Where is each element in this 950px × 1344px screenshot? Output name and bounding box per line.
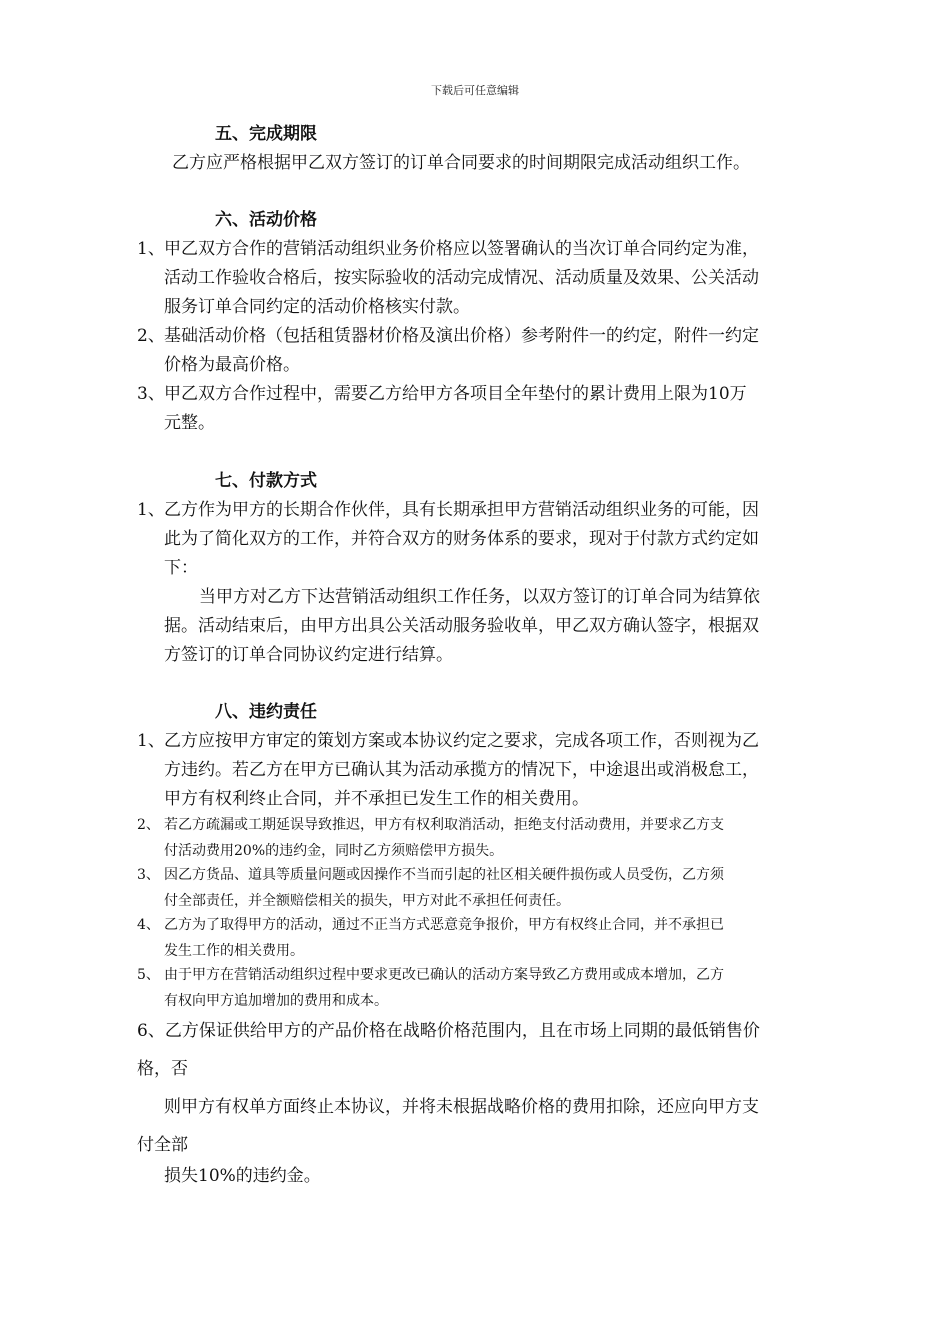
s8-item-1-line-2: 方违约。若乙方在甲方已确认其为活动承揽方的情况下，中途退出或消极怠工， [164, 760, 759, 780]
s8-item-2: 2、 若乙方疏漏或工期延误导致推迟，甲方有权利取消活动，拒绝支付活动费用，并要求乙方支 [137, 812, 724, 838]
s7-item-1: 1、乙方作为甲方的长期合作伙伴，具有长期承担甲方营销活动组织业务的可能，因 [137, 497, 759, 523]
s8-item-5: 5、 由于甲方在营销活动组织过程中要求更改已确认的活动方案导致乙方费用或成本增加，乙方 [137, 962, 724, 988]
s8-item-6-line-2: 格，否 [137, 1059, 188, 1079]
item-number: 1、 [137, 239, 165, 259]
s6-item-1-line-2: 活动工作验收合格后，按实际验收的活动完成情况、活动质量及效果、公关活动 [164, 268, 759, 288]
s8-item-3: 3、 因乙方货品、道具等质量问题或因操作不当而引起的社区相关硬件损伤或人员受伤，乙方须 [137, 862, 724, 888]
s6-item-1-line-3: 服务订单合同约定的活动价格核实付款。 [164, 297, 470, 317]
section-8-title: 八、违约责任 [215, 702, 317, 722]
item-number: 5、 [137, 967, 160, 983]
item-number: 3、 [137, 867, 160, 883]
item-number: 4、 [137, 917, 160, 933]
s7-item-1-line-2: 此为了简化双方的工作，并符合双方的财务体系的要求，现对于付款方式约定如 [164, 529, 759, 549]
s8-item-6-line-3: 则甲方有权单方面终止本协议，并将未根据战略价格的费用扣除，还应向甲方支 [164, 1097, 759, 1117]
s8-item-6-line-4: 付全部 [137, 1135, 188, 1155]
s8-item-4: 4、 乙方为了取得甲方的活动，通过不正当方式恶意竞争报价，甲方有权终止合同，并不承担已 [137, 912, 724, 938]
s7-item-1-line-3: 下： [164, 558, 198, 578]
item-number: 1、 [137, 500, 165, 520]
item-number: 2、 [137, 326, 165, 346]
item-number: 1、 [137, 731, 165, 751]
item-number: 3、 [137, 384, 165, 404]
s7-paragraph-line-3: 方签订的订单合同协议约定进行结算。 [164, 645, 453, 665]
s8-item-4-line-2: 发生工作的相关费用。 [164, 943, 304, 959]
s8-item-3-line-2: 付全部责任，并全额赔偿相关的损失，甲方对此不承担任何责任。 [164, 893, 570, 909]
s8-item-1-line-3: 甲方有权利终止合同，并不承担已发生工作的相关费用。 [164, 789, 589, 809]
s7-paragraph-line-1: 当甲方对乙方下达营销活动组织工作任务，以双方签订的订单合同为结算依 [199, 587, 760, 607]
s8-item-6-line-5: 损失10%的违约金。 [164, 1166, 321, 1186]
section-5-paragraph: 乙方应严格根据甲乙双方签订的订单合同要求的时间期限完成活动组织工作。 [172, 153, 750, 173]
s6-item-2-line-2: 价格为最高价格。 [164, 355, 300, 375]
s8-item-2-line-2: 付活动费用20%的违约金，同时乙方须赔偿甲方损失。 [164, 843, 504, 859]
s6-item-3-line-2: 元整。 [164, 413, 215, 433]
s8-item-5-line-2: 有权向甲方追加增加的费用和成本。 [164, 993, 388, 1009]
item-number: 2、 [137, 817, 160, 833]
section-5-title: 五、完成期限 [215, 124, 317, 144]
s8-item-1: 1、乙方应按甲方审定的策划方案或本协议约定之要求，完成各项工作，否则视为乙 [137, 728, 759, 754]
s7-paragraph-line-2: 据。活动结束后，由甲方出具公关活动服务验收单，甲乙双方确认签字，根据双 [164, 616, 759, 636]
s6-item-2: 2、基础活动价格（包括租赁器材价格及演出价格）参考附件一的约定，附件一约定 [137, 323, 759, 349]
section-6-title: 六、活动价格 [215, 210, 317, 230]
s8-item-6-line-1: 6、乙方保证供给甲方的产品价格在战略价格范围内，且在市场上同期的最低销售价 [137, 1021, 760, 1041]
page-header: 下载后可任意编辑 [431, 84, 519, 97]
section-7-title: 七、付款方式 [215, 471, 317, 491]
s6-item-1: 1、甲乙双方合作的营销活动组织业务价格应以签署确认的当次订单合同约定为准， [137, 236, 759, 262]
s6-item-3: 3、甲乙双方合作过程中，需要乙方给甲方各项目全年垫付的累计费用上限为10万 [137, 381, 747, 407]
